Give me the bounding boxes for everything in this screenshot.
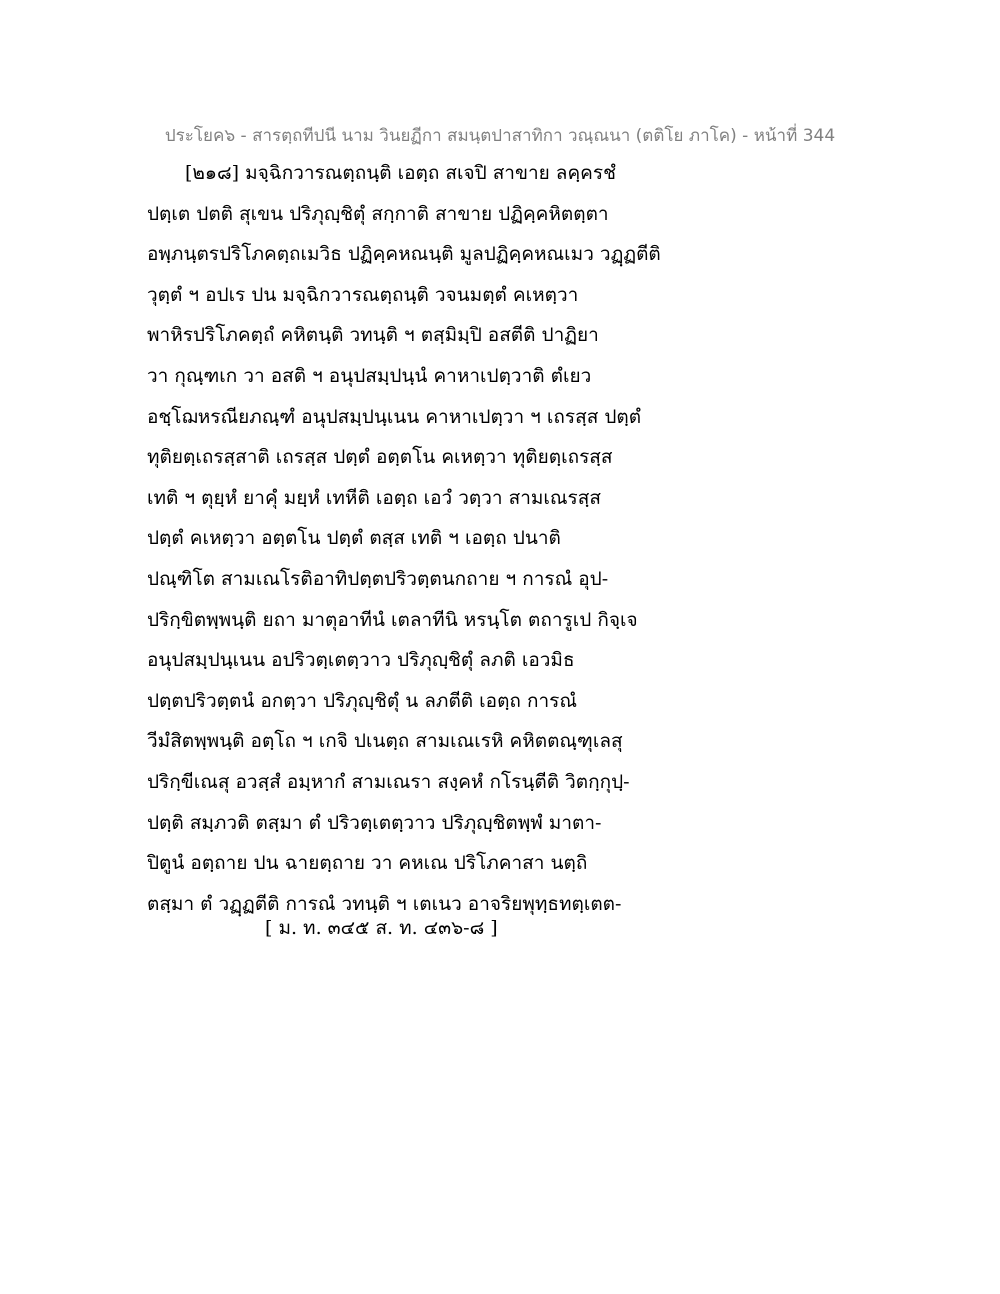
text-line: ปตฺเต ปตติ สุเขน ปริภุญฺชิตุํ สกฺกาติ สาขาย ปฏิคฺคหิตตฺตา [147, 202, 609, 225]
text-line: อนุปสมฺปนฺเนน อปริวตฺเตตฺวาว ปริภุญฺชิตุํ ลภติ เอวมิธ [147, 649, 575, 672]
text-line: [๒๑๘] มจฺฉิกวารณตฺถนฺติ เอตฺถ สเจปิ สาขาย ลคฺครชํ [185, 162, 616, 184]
text-line: ตสฺมา ตํ วฏฺฏตีติ การณํ วทนฺติ ฯ เตเนว อาจริยพุทฺธทตฺเตต- [147, 892, 622, 915]
body-text [147, 153, 687, 924]
text-line: ปิตูนํ อตฺถาย ปน ฉายตฺถาย วา คหเณ ปริโภคาสา นตฺถิ [147, 852, 588, 875]
text-line: ทุติยตฺเถรสฺสาติ เถรสฺส ปตฺตํ อตฺตโน คเหตฺวา ทุติยตฺเถรสฺส [147, 446, 613, 469]
text-line: พาหิรปริโภคตฺถํ คหิตนฺติ วทนฺติ ฯ ตสฺมิมฺปิ อสตีติ ปาฏิยา [147, 324, 599, 347]
text-line: ปตฺตํ คเหตฺวา อตฺตโน ปตฺตํ ตสฺส เทติ ฯ เอตฺถ ปนาติ [147, 527, 561, 550]
text-line: เทติ ฯ ตุยฺหํ ยาคุํ มยฺหํ เทหีติ เอตฺถ เอวํ วตฺวา สามเณรสฺส [147, 486, 601, 509]
page-header: ประโยค๖ - สารตฺถทีปนี นาม วินยฏีกา สมนฺตปาสาทิกา วณฺณนา (ตติโย ภาโค) - หน้าที่ 344 [164, 126, 836, 146]
text-line: อชฺโฌหรณียภณฺฑํ อนุปสมฺปนฺเนน คาหาเปตฺวา ฯ เถรสฺส ปตฺตํ [147, 405, 642, 428]
text-line: ปตฺตปริวตฺตนํ อกตฺวา ปริภุญฺชิตุํ น ลภตีติ เอตฺถ การณํ [147, 689, 577, 712]
text-line: วา กุณฺฑเก วา อสติ ฯ อนุปสมฺปนฺนํ คาหาเปตฺวาติ ตํเยว [147, 364, 592, 387]
text-line: วุตฺตํ ฯ อปเร ปน มจฺฉิกวารณตฺถนฺติ วจนมตฺตํ คเหตฺวา [147, 283, 579, 306]
text-line: อพฺภนฺตรปริโภคตฺถเมวิธ ปฏิคฺคหณนฺติ มูลปฏิคฺคหณเมว วฏฺฏตีติ [147, 243, 661, 266]
text-line: ปตฺติ สมฺภวติ ตสฺมา ตํ ปริวตฺเตตฺวาว ปริภุญฺชิตพฺพํ มาตา- [147, 811, 602, 834]
text-line: วีมํสิตพฺพนฺติ อตฺโถ ฯ เกจิ ปเนตฺถ สามเณเรหิ คหิตตณฺฑุเลสุ [147, 730, 623, 753]
text-line: ปริกฺขีเณสุ อวสฺสํ อมฺหากํ สามเณรา สงฺคหํ กโรนฺตีติ วิตกฺกุปฺ- [147, 770, 630, 793]
text-line: ปริกฺขิตพฺพนฺติ ยถา มาตุอาทีนํ เตลาทีนิ หรนฺโต ตถารูเป กิจฺเจ [147, 608, 638, 631]
reference-note: [ ม. ท. ๓๔๕ ส. ท. ๔๓๖-๘ ] [265, 917, 498, 939]
text-line: ปณฺฑิโต สามเณโรติอาทิปตฺตปริวตฺตนกถาย ฯ การณํ อุป- [147, 567, 609, 590]
